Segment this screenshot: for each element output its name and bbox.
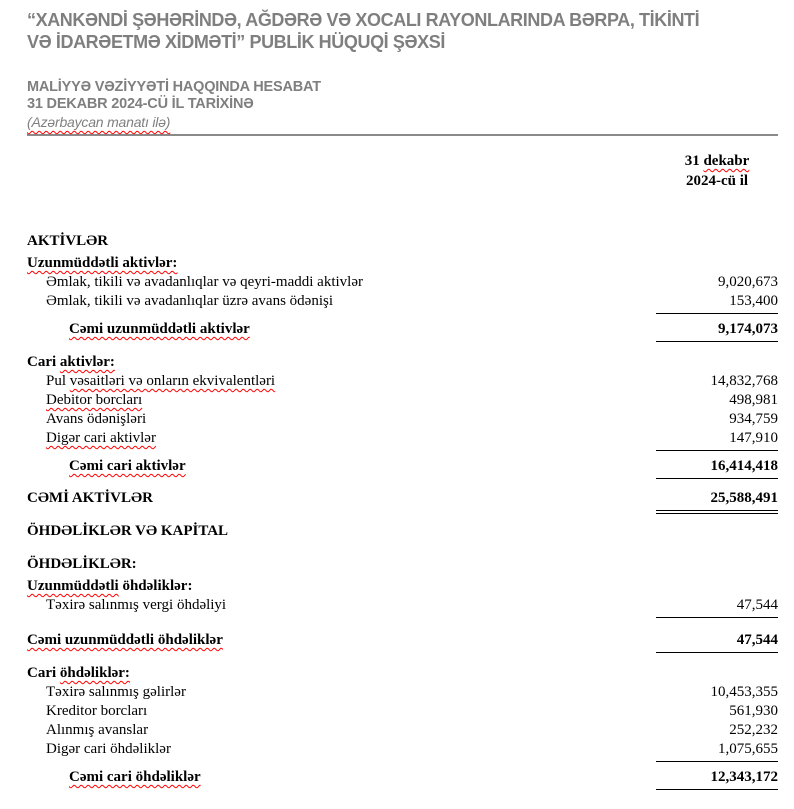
row-value: 252,232 (729, 722, 778, 738)
table-row (27, 320, 778, 339)
row-label: Alınmış avanslar (46, 722, 149, 738)
row-label: Cəmi cari öhdəliklər (69, 769, 201, 785)
row-label: Avans ödənişləri (46, 411, 147, 427)
row-label: Təxirə salınmış gəlirlər (46, 684, 186, 700)
org-title (27, 9, 778, 53)
table-row (27, 254, 778, 273)
row-label: Uzunmüddətli aktivlər: (27, 255, 178, 271)
row-value: 14,832,768 (710, 373, 778, 389)
org-title-line2: VƏ İDARƏETMƏ XİDMƏTİ” PUBLİK HÜQUQİ ŞƏXSİ (27, 32, 445, 52)
table-row (27, 457, 778, 476)
row-label: Kreditor borcları (46, 703, 148, 719)
table-row (27, 683, 778, 702)
row-value: 147,910 (656, 429, 778, 451)
row-label: Cəmi uzunmüddətli öhdəliklər (27, 632, 223, 648)
row-value: 47,544 (656, 631, 778, 653)
table-row (27, 768, 778, 787)
row-value: 12,343,172 (656, 768, 778, 790)
row-value: 16,414,418 (656, 457, 778, 479)
row-label: Əmlak, tikili və avadanlıqlar və qeyri-maddi aktivlər (46, 274, 363, 290)
row-label: Əmlak, tikili və avadanlıqlar üzrə avans ödənişi (46, 293, 333, 309)
row-value: 934,759 (729, 411, 778, 427)
table-row (27, 596, 778, 615)
row-label: Cari aktivlər: (27, 354, 115, 370)
row-label: Təxirə salınmış vergi öhdəliyi (46, 597, 227, 613)
column-header-line2: 2024-cü il (685, 173, 749, 189)
currency-note-text: (Azərbaycan manatı ilə) (27, 114, 171, 130)
table-row (27, 664, 778, 683)
table-row (27, 740, 778, 759)
statement-rows (27, 232, 778, 787)
row-label: ÖHDƏLİKLƏR VƏ KAPİTAL (27, 523, 229, 539)
report-title-line2: 31 DEKABR 2024-CÜ İL TARİXİNƏ (27, 95, 254, 112)
table-row (27, 273, 778, 292)
row-label: ÖHDƏLİKLƏR: (27, 556, 137, 572)
table-row (27, 410, 778, 429)
row-label: Debitor borcları (46, 392, 143, 408)
row-label: Pul vəsaitləri və onların ekvivalentləri (46, 373, 276, 389)
row-value: 9,020,673 (718, 274, 778, 290)
report-title-line1: MALİYYƏ VƏZİYYƏTİ HAQQINDA HESABAT (27, 79, 321, 95)
table-row (27, 292, 778, 311)
row-label: Cari öhdəliklər: (27, 665, 130, 681)
report-title (27, 79, 778, 112)
table-row (27, 577, 778, 596)
row-value: 1,075,655 (656, 740, 778, 762)
table-row (27, 631, 778, 650)
table-row (27, 232, 778, 251)
table-row (27, 702, 778, 721)
column-header-date (656, 151, 778, 191)
document-header (27, 9, 778, 136)
column-header-line1: 31 dekabr (684, 153, 750, 169)
row-value: 153,400 (656, 292, 778, 314)
row-value: 498,981 (729, 392, 778, 408)
row-value: 561,930 (729, 703, 778, 719)
currency-note (27, 115, 778, 136)
row-value: 9,174,073 (656, 320, 778, 342)
table-row (27, 555, 778, 574)
row-label: Digər cari öhdəliklər (46, 741, 171, 757)
row-label: Digər cari aktivlər (46, 430, 156, 446)
table-row (27, 353, 778, 372)
row-label: Cəmi cari aktivlər (69, 458, 186, 474)
table-row (27, 429, 778, 448)
table-row (27, 721, 778, 740)
table-row (27, 489, 778, 508)
row-label: AKTİVLƏR (27, 233, 109, 249)
row-value: 47,544 (656, 596, 778, 618)
row-value: 25,588,491 (656, 489, 778, 514)
table-row (27, 522, 778, 541)
row-value: 10,453,355 (710, 684, 778, 700)
org-title-line1: “XANKƏNDİ ŞƏHƏRİNDƏ, AĞDƏRƏ VƏ XOCALI RAYONLARINDA BƏRPA, TİKİNTİ (27, 10, 700, 30)
table-row (27, 391, 778, 410)
row-label: Uzunmüddətli öhdəliklər: (27, 578, 193, 594)
table-row (27, 372, 778, 391)
row-label: Cəmi uzunmüddətli aktivlər (69, 321, 250, 337)
row-label: CƏMİ AKTİVLƏR (27, 490, 153, 506)
